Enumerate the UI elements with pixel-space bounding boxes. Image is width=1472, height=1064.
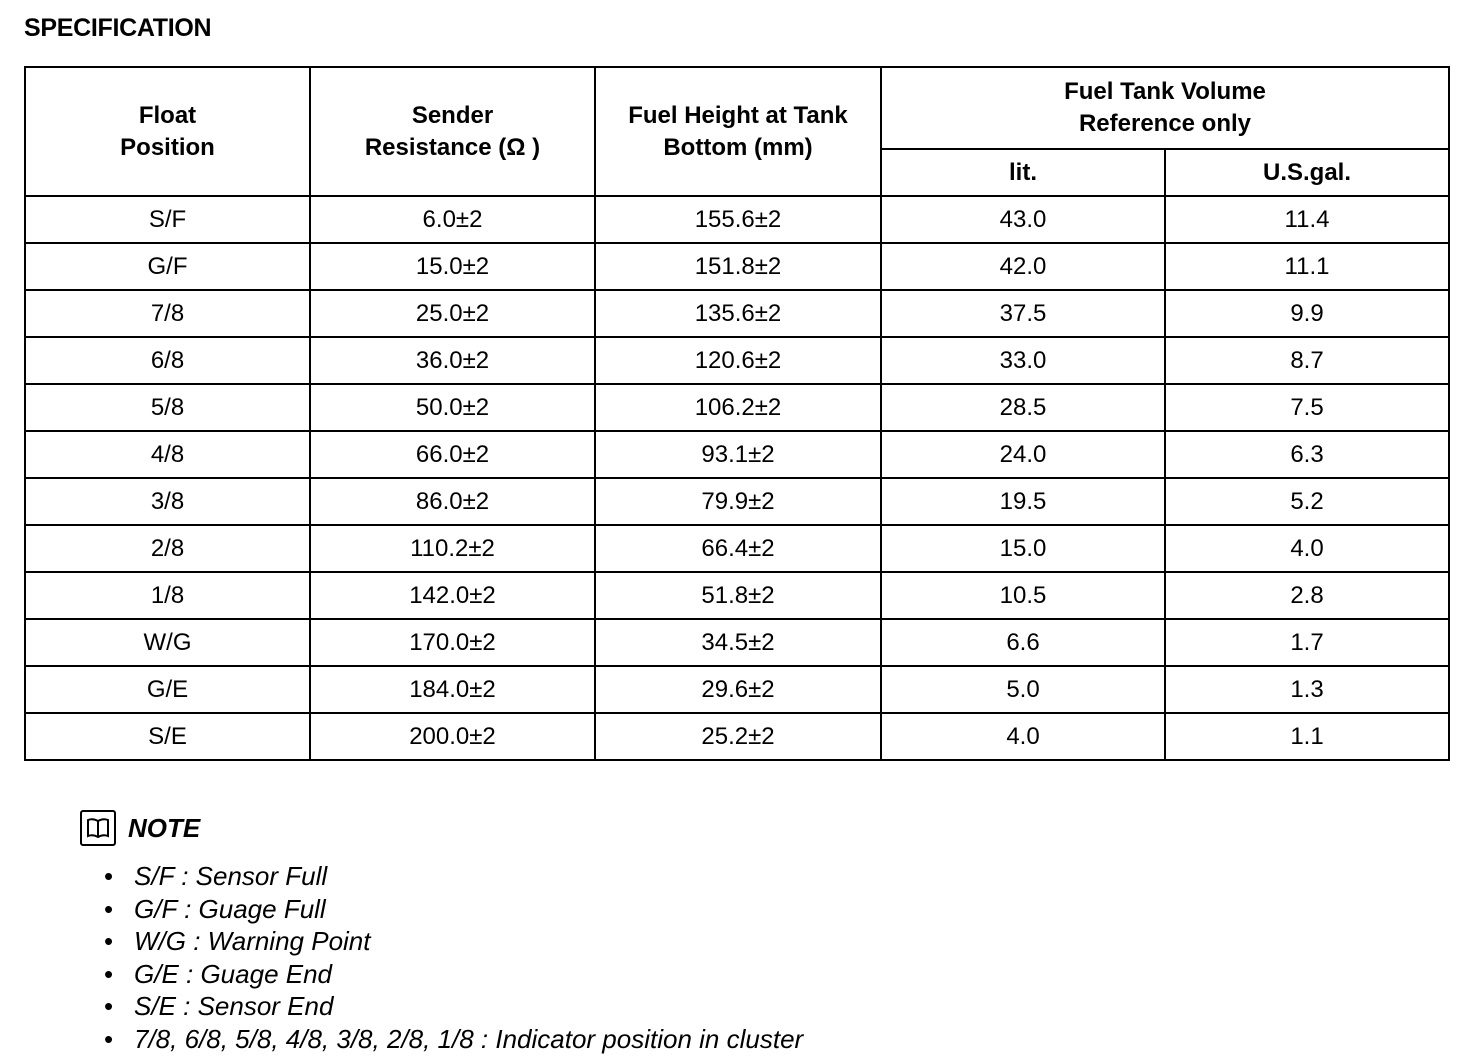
list-item: • G/E : Guage End [104,958,803,991]
table-row [25,290,1449,337]
cell-fuel-height: 66.4±2 [595,525,881,572]
cell-usgal: 2.8 [1165,572,1449,619]
cell-fuel-height: 29.6±2 [595,666,881,713]
cell-sender-resistance: 36.0±2 [310,337,595,384]
cell-sender-resistance: 66.0±2 [310,431,595,478]
header-usgal: U.S.gal. [1165,149,1449,196]
cell-float-position: 3/8 [25,478,310,525]
cell-float-position: G/E [25,666,310,713]
cell-usgal: 11.4 [1165,196,1449,243]
table-row [25,619,1449,666]
cell-sender-resistance: 25.0±2 [310,290,595,337]
table-header-row [25,67,1449,149]
table-row [25,431,1449,478]
cell-usgal: 6.3 [1165,431,1449,478]
cell-float-position: 5/8 [25,384,310,431]
cell-fuel-height: 34.5±2 [595,619,881,666]
cell-sender-resistance: 184.0±2 [310,666,595,713]
cell-lit: 28.5 [881,384,1165,431]
note-header [80,810,200,846]
cell-fuel-height: 51.8±2 [595,572,881,619]
book-icon [80,810,116,846]
table-row [25,478,1449,525]
table-row [25,525,1449,572]
cell-fuel-height: 93.1±2 [595,431,881,478]
cell-lit: 4.0 [881,713,1165,760]
cell-float-position: 1/8 [25,572,310,619]
note-label: NOTE [128,812,201,843]
list-item: • W/G : Warning Point [104,925,803,958]
cell-float-position: 7/8 [25,290,310,337]
header-sender-resistance: Sender Resistance (Ω ) [310,67,595,196]
cell-sender-resistance: 15.0±2 [310,243,595,290]
cell-fuel-height: 155.6±2 [595,196,881,243]
cell-float-position: 6/8 [25,337,310,384]
cell-fuel-height: 135.6±2 [595,290,881,337]
list-item: • S/F : Sensor Full [104,860,803,893]
cell-fuel-height: 106.2±2 [595,384,881,431]
cell-float-position: 4/8 [25,431,310,478]
table-row [25,713,1449,760]
header-fuel-tank-volume: Fuel Tank Volume Reference only [881,67,1449,149]
cell-sender-resistance: 50.0±2 [310,384,595,431]
cell-lit: 19.5 [881,478,1165,525]
cell-sender-resistance: 142.0±2 [310,572,595,619]
cell-float-position: S/E [25,713,310,760]
list-item: • G/F : Guage Full [104,893,803,926]
cell-fuel-height: 25.2±2 [595,713,881,760]
cell-lit: 33.0 [881,337,1165,384]
cell-lit: 5.0 [881,666,1165,713]
note-list [104,860,803,1056]
table-row [25,572,1449,619]
cell-usgal: 1.3 [1165,666,1449,713]
table-row [25,196,1449,243]
specification-table [24,66,1450,761]
cell-float-position: 2/8 [25,525,310,572]
table-row [25,384,1449,431]
cell-sender-resistance: 6.0±2 [310,196,595,243]
cell-usgal: 8.7 [1165,337,1449,384]
cell-usgal: 7.5 [1165,384,1449,431]
cell-fuel-height: 79.9±2 [595,478,881,525]
cell-lit: 43.0 [881,196,1165,243]
header-float-position: Float Position [25,67,310,196]
cell-usgal: 11.1 [1165,243,1449,290]
cell-usgal: 1.1 [1165,713,1449,760]
list-item: • 7/8, 6/8, 5/8, 4/8, 3/8, 2/8, 1/8 : Indicator position in cluster [104,1023,803,1056]
cell-sender-resistance: 110.2±2 [310,525,595,572]
list-item: • S/E : Sensor End [104,990,803,1023]
cell-float-position: W/G [25,619,310,666]
page-title: SPECIFICATION [24,14,212,42]
cell-lit: 10.5 [881,572,1165,619]
cell-usgal: 5.2 [1165,478,1449,525]
cell-usgal: 4.0 [1165,525,1449,572]
cell-sender-resistance: 170.0±2 [310,619,595,666]
cell-usgal: 9.9 [1165,290,1449,337]
cell-usgal: 1.7 [1165,619,1449,666]
cell-lit: 37.5 [881,290,1165,337]
cell-fuel-height: 151.8±2 [595,243,881,290]
cell-fuel-height: 120.6±2 [595,337,881,384]
cell-float-position: S/F [25,196,310,243]
header-fuel-height: Fuel Height at Tank Bottom (mm) [595,67,881,196]
cell-lit: 24.0 [881,431,1165,478]
cell-lit: 6.6 [881,619,1165,666]
table-row [25,243,1449,290]
table-row [25,337,1449,384]
cell-lit: 42.0 [881,243,1165,290]
cell-sender-resistance: 86.0±2 [310,478,595,525]
header-lit: lit. [881,149,1165,196]
cell-float-position: G/F [25,243,310,290]
cell-sender-resistance: 200.0±2 [310,713,595,760]
table-row [25,666,1449,713]
cell-lit: 15.0 [881,525,1165,572]
